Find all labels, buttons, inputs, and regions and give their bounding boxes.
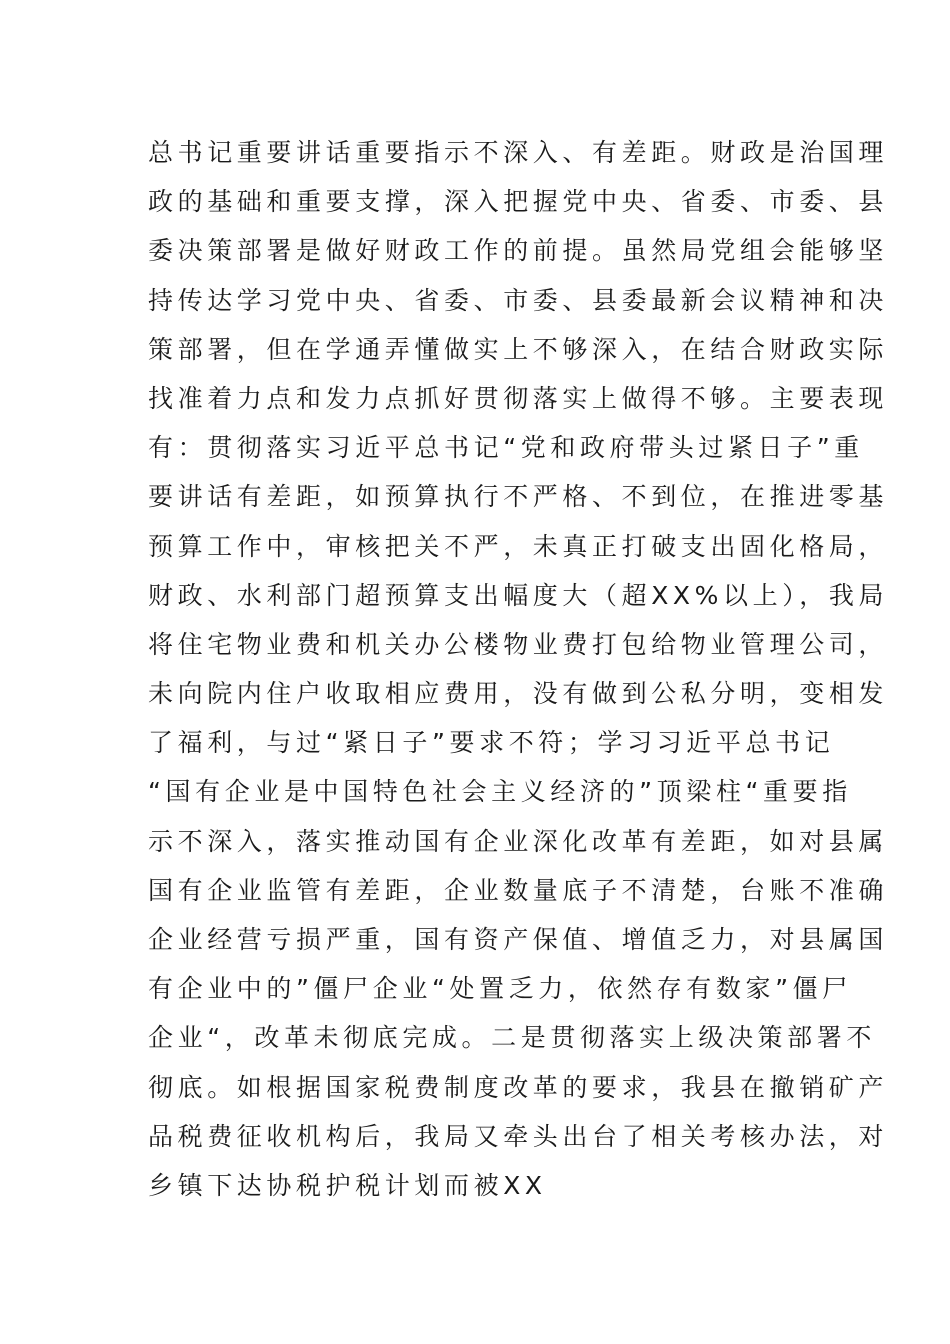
text-line: 国有企业监管有差距，企业数量底子不清楚，台账不准确 bbox=[148, 875, 889, 905]
text-line: 有企业中的”僵尸企业“处置乏力，依然存有数家”僵尸 bbox=[148, 974, 852, 1004]
text-line: 有：贯彻落实习近平总书记“党和政府带头过紧日子”重 bbox=[148, 433, 864, 463]
text-line: 未向院内住户收取相应费用，没有做到公私分明，变相发 bbox=[148, 679, 889, 709]
text-line: 总书记重要讲话重要指示不深入、有差距。财政是治国理 bbox=[148, 138, 889, 167]
text-line: “国有企业是中国特色社会主义经济的”顶梁柱“重要指 bbox=[148, 777, 852, 807]
text-line: 乡镇下达协税护税计划而被XX bbox=[148, 1170, 547, 1200]
text-line: 预算工作中，审核把关不严，未真正打破支出固化格局， bbox=[148, 531, 889, 561]
text-line: 策部署，但在学通弄懂做实上不够深入，在结合财政实际 bbox=[148, 334, 889, 364]
text-line: 彻底。如根据国家税费制度改革的要求，我县在撤销矿产 bbox=[148, 1072, 889, 1102]
body-text bbox=[148, 128, 889, 1210]
text-line: 品税费征收机构后，我局又牵头出台了相关考核办法，对 bbox=[148, 1121, 889, 1151]
text-line: 企业“，改革未彻底完成。二是贯彻落实上级决策部署不 bbox=[148, 1023, 876, 1053]
text-line: 财政、水利部门超预算支出幅度大（超XX%以上），我局 bbox=[148, 580, 889, 610]
text-line: 示不深入，落实推动国有企业深化改革有差距，如对县属 bbox=[148, 826, 889, 856]
text-line: 政的基础和重要支撑，深入把握党中央、省委、市委、县 bbox=[148, 187, 889, 217]
text-line: 将住宅物业费和机关办公楼物业费打包给物业管理公司， bbox=[148, 629, 889, 659]
text-line: 持传达学习党中央、省委、市委、县委最新会议精神和决 bbox=[148, 285, 889, 315]
text-line: 委决策部署是做好财政工作的前提。虽然局党组会能够坚 bbox=[148, 236, 889, 266]
text-line: 企业经营亏损严重，国有资产保值、增值乏力，对县属国 bbox=[148, 925, 889, 954]
text-line: 找准着力点和发力点抓好贯彻落实上做得不够。主要表现 bbox=[148, 383, 889, 413]
text-line: 要讲话有差距，如预算执行不严格、不到位，在推进零基 bbox=[148, 482, 889, 512]
text-line: 了福利，与过“紧日子”要求不符；学习习近平总书记 bbox=[148, 728, 835, 758]
